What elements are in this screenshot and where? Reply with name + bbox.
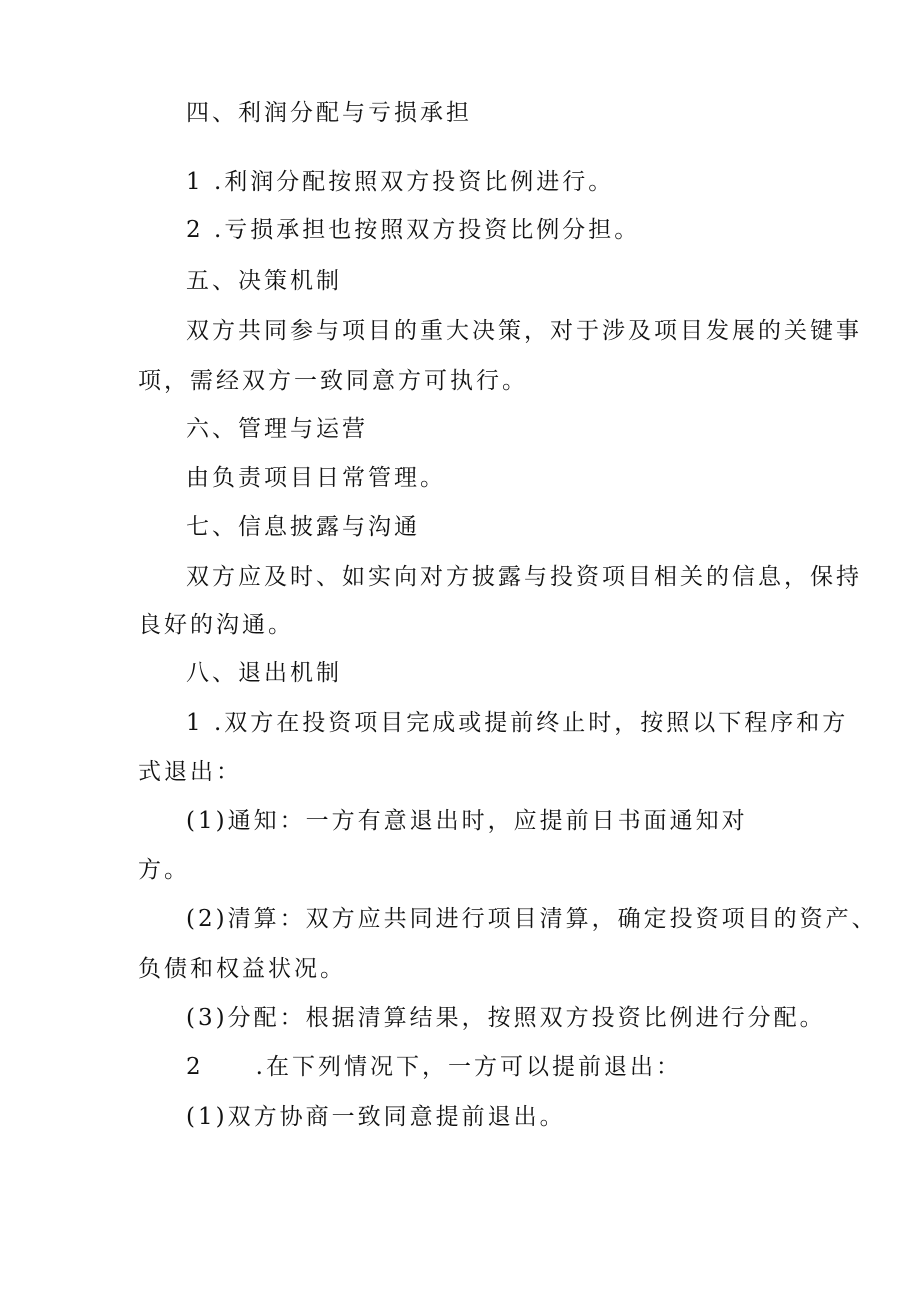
section-heading-management: 六、管理与运营 <box>186 416 368 442</box>
paragraph-decision-line-2: 项，需经双方一致同意方可执行。 <box>138 368 528 394</box>
list-item-profit-1: 1 .利润分配按照双方投资比例进行。 <box>186 169 615 195</box>
sub-item-notice-line-1: (1)通知：一方有意退出时，应提前日书面通知对 <box>186 808 748 834</box>
list-item-exit-1-line-1: 1 .双方在投资项目完成或提前终止时，按照以下程序和方 <box>186 710 849 736</box>
section-heading-decision: 五、决策机制 <box>186 268 342 294</box>
sub-item-liquidation-line-1: (2)清算：双方应共同进行项目清算，确定投资项目的资产、 <box>186 906 878 932</box>
paragraph-management: 由负责项目日常管理。 <box>186 465 446 491</box>
list-item-exit-2: 2 .在下列情况下，一方可以提前退出： <box>186 1054 682 1080</box>
sub-item-notice-line-2: 方。 <box>138 857 190 883</box>
section-heading-profit: 四、利润分配与亏损承担 <box>186 100 472 126</box>
section-heading-exit: 八、退出机制 <box>186 660 342 686</box>
list-item-exit-1-line-2: 式退出： <box>138 759 242 785</box>
sub-item-early-exit-1: (1)双方协商一致同意提前退出。 <box>186 1104 566 1130</box>
paragraph-disclosure-line-1: 双方应及时、如实向对方披露与投资项目相关的信息，保持 <box>186 564 862 590</box>
section-heading-disclosure: 七、信息披露与沟通 <box>186 514 420 540</box>
list-item-profit-2: 2 .亏损承担也按照双方投资比例分担。 <box>186 217 641 243</box>
sub-item-distribution: (3)分配：根据清算结果，按照双方投资比例进行分配。 <box>186 1005 826 1031</box>
paragraph-decision-line-1: 双方共同参与项目的重大决策，对于涉及项目发展的关键事 <box>186 318 862 344</box>
paragraph-disclosure-line-2: 良好的沟通。 <box>138 612 294 638</box>
sub-item-liquidation-line-2: 负债和权益状况。 <box>138 956 346 982</box>
